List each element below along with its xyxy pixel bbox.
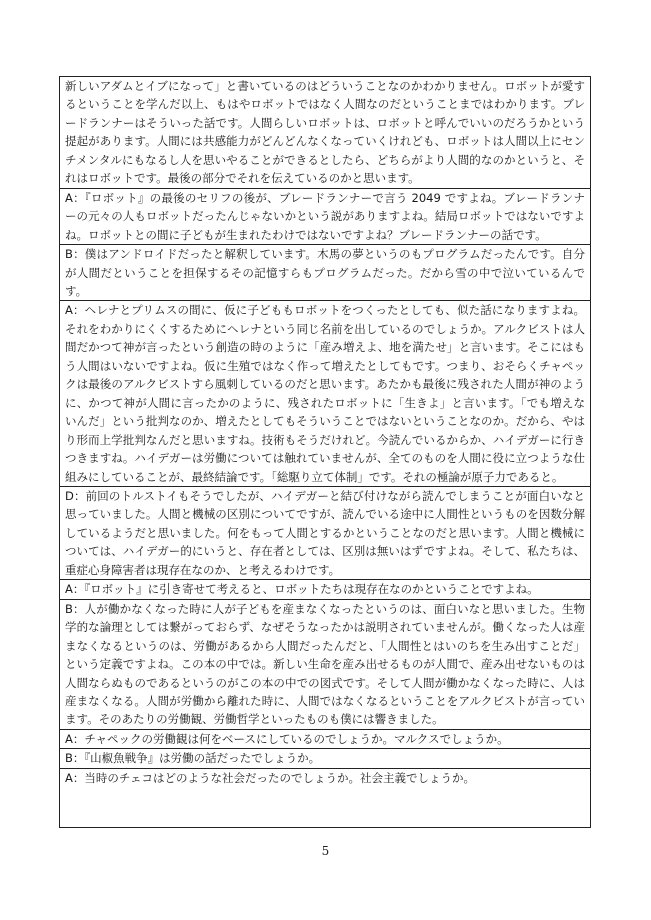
paragraph-6: A：『ロボット』に引き寄せて考えると、ロボットたちは現存在なのかということですよね。 bbox=[60, 580, 590, 599]
page-number: 5 bbox=[321, 844, 330, 858]
paragraph-3: B：僕はアンドロイドだったと解釈しています。木馬の夢というのもプログラムだったんです。自分が人間だということを担保するその記憶すらもプログラムだった。だから雪の中で泣いているんです。 bbox=[60, 245, 590, 301]
paragraph-9: B：『山椒魚戦争』は労働の話だったでしょうか。 bbox=[60, 749, 590, 768]
paragraph-2: A：『ロボット』の最後のセリフの後が、ブレードランナーで言う 2049 ですよね。ブレードランナーの元々の人もロボットだったんじゃないかという説がありますよね。結局ロボットではないですよね。ロボットとの間に子どもが生まれたわけではないですよね？ブレードランナーの話です。 bbox=[60, 189, 590, 245]
paragraph-7: B：人が働かなくなった時に人が子どもを産まなくなったというのは、面白いなと思いました。生物学的な論理としては繋がっておらず、なぜそうなったかは説明されていませんが。働くなった人は産まなくなるというのは、労働があるから人間だったんだと、「人間性とはいのちを生み出すことだ」という定義ですよね。この本の中では。新しい生命を産み出せるものが人間で、産み出せないものは人間ならぬものであるというのがこの本の中での図式です。そして人間が働かなくなった時に、人は産まなくなる。人間が労働から離れた時に、人間ではなくなるということをアルクビストが言っています。そのあたりの労働観、労働哲学といったものも僕には響きました。 bbox=[60, 600, 590, 730]
paragraph-5: D：前回のトルストイもそうでしたが、ハイデガーと結び付けながら読んでしまうことが面白いなと思っていました。人間と機械の区別についてですが、読んでいる途中に人間性というものを因数分解しているようだと思いました。何をもって人間とするかということなのだと思います。人間と機械については、ハイデガー的にいうと、存在者としては、区別は無いはずですよね。そして、私たちは、重症心身障害者は現存在なのか、と考えるわけです。 bbox=[60, 487, 590, 580]
paragraph-4: A：ヘレナとプリムスの間に、仮に子どももロボットをつくったとしても、似た話になりますよね。それをわかりにくくするためにヘレナという同じ名前を出しているのでしょうか。アルクビストは人間だかつて神が言ったという創造の時のように「産み増えよ、地を満たせ」と言います。そこにはもう人間はいないですよね。仮に生殖ではなく作って増えたとしてもです。つまり、おそらくチャペックは最後のアルクビストすら風刺しているのだと思います。あたかも最後に残された人間が神のように、かつて神が人間に言ったかのように、残されたロボットに「生きよ」と言います。「でも増えないんだ」という批判なのか、増えたとしてもそういうことではないということなのか。だから、やはり形而上学批判なんだと思いますね。技術もそうだけれど。今読んでいるからか、ハイデガーに行きつきますね。ハイデガーは労働については触れていませんが、全てのものを人間に役に立つような仕組みにしていることが、最終結論です。「総駆り立て体制」です。それの極論が原子力であると。 bbox=[60, 301, 590, 487]
transcript-frame bbox=[59, 76, 591, 828]
paragraph-1: 新しいアダムとイブになって」と書いているのはどういうことなのかわかりません。ロボットが愛するということを学んだ以上、もはやロボットではなく人間なのだということまではわかります。ブレードランナーはそういった話です。人間らしいロボットは、ロボットと呼んでいいのだろうかという提起があります。人間には共感能力がどんどんなくなっていくけれども、ロボットは人間以上にセンチメンタルにもなるし人を思いやることができるとしたら、どちらがより人間的なのかというと、それはロボットです。最後の部分でそれを伝えているのかと思います。 bbox=[60, 77, 590, 189]
paragraph-8: A：チャペックの労働観は何をベースにしているのでしょうか。マルクスでしょうか。 bbox=[60, 730, 590, 749]
paragraph-10: A：当時のチェコはどのような社会だったのでしょうか。社会主義でしょうか。 bbox=[65, 770, 476, 785]
